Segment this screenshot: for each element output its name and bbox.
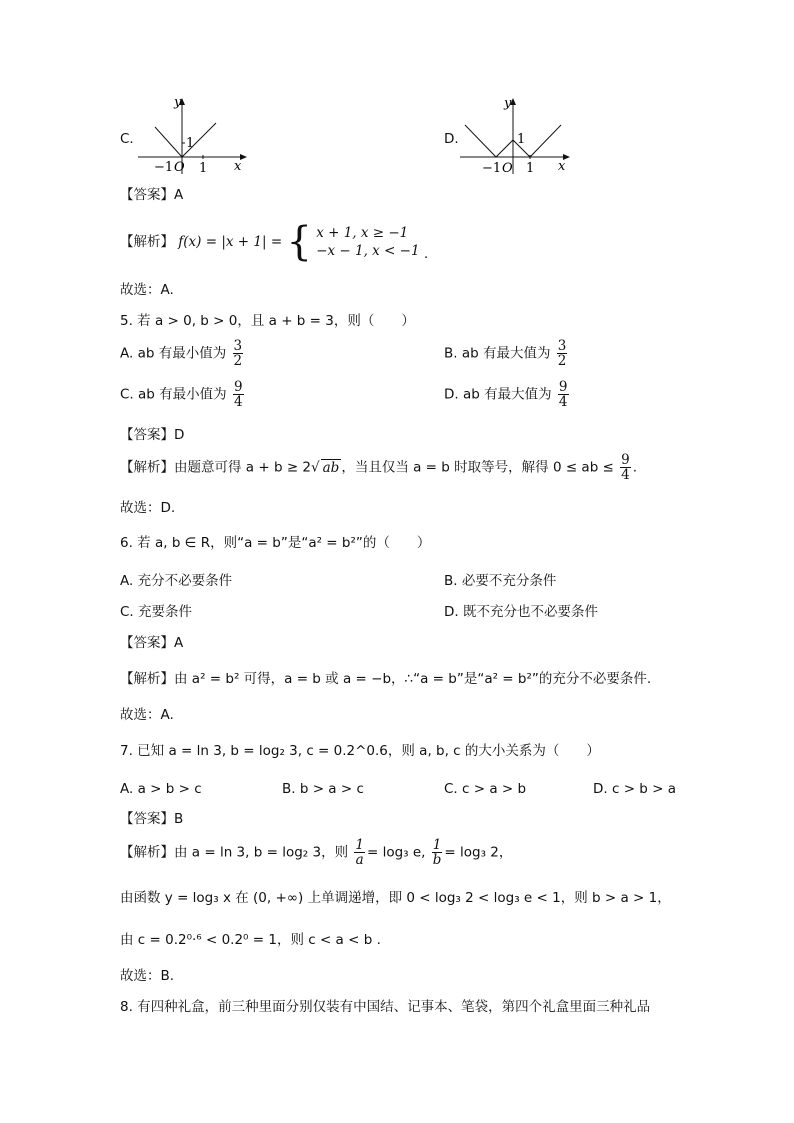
q5-stem: 5. 若 a > 0, b > 0，且 a + b = 3，则（ ） [120, 313, 415, 329]
graph-c-tick-neg: −1 [154, 160, 174, 175]
q7-frac2: $\frac{1}{b}$ [432, 837, 442, 869]
q5-option-a-text: A. ab 有最小值为 [120, 345, 227, 362]
q6-option-d: D. 既不充分也不必要条件 [444, 604, 598, 620]
q4-choose: 故选：A. [120, 282, 174, 298]
q7-analysis-line2: 由函数 y = log₃ x 在 (0, +∞) 上单调递增，即 0 < log₃ 2 < log₃ e < 1，则 b > a > 1， [120, 890, 671, 906]
q7-answer: 【答案】B [120, 811, 184, 827]
q5-option-c-frac: $\frac{9}{4}$ [233, 379, 243, 411]
q5-analysis: 【解析】由题意可得 a + b ≥ 2√ ab ，当且仅当 a = b 时取等号，解得 0 ≤ ab ≤ $\frac{9}{4}$ . [120, 452, 638, 484]
q5-analysis-frac: $\frac{9}{4}$ [621, 452, 630, 484]
q4-answer: 【答案】A [120, 187, 184, 203]
option-d-label: D. [444, 131, 459, 147]
graph-d [460, 96, 600, 176]
q6-analysis: 【解析】由 a² = b² 可得，a = b 或 a = −b，∴“a = b”是“a² = b²”的充分不必要条件. [120, 671, 652, 687]
q5-option-d-text: D. ab 有最大值为 [444, 386, 552, 403]
q7-stem: 7. 已知 a = ln 3, b = log₂ 3, c = 0.2^0.6，则 a, b, c 的大小关系为（ ） [120, 743, 600, 759]
q7-frac1: $\frac{1}{a}$ [355, 837, 364, 869]
q5-option-b-frac: $\frac{3}{2}$ [557, 338, 567, 370]
q5-option-d-frac: $\frac{9}{4}$ [558, 379, 568, 411]
q7-option-c: C. c > a > b [444, 781, 527, 797]
q6-answer: 【答案】A [120, 635, 184, 651]
q7-analysis-line3: 由 c = 0.2⁰·⁶ < 0.2⁰ = 1，则 c < a < b . [120, 932, 381, 948]
q7-analysis-part1: 【解析】由 a = ln 3, b = log₂ 3，则 [120, 844, 349, 861]
graph-d-origin: O [502, 161, 513, 176]
q4-analysis [120, 219, 429, 265]
graph-c-tick-pos: 1 [199, 161, 208, 176]
option-c-label: C. [120, 131, 134, 147]
q4-brace: { [286, 219, 312, 265]
q5-analysis-end: . [632, 459, 638, 476]
q7-analysis [120, 838, 512, 867]
graph-d-tick-neg: −1 [482, 161, 502, 176]
q5-option-c-text: C. ab 有最小值为 [120, 386, 227, 403]
q7-option-d: D. c > b > a [593, 781, 677, 797]
graph-c-y-label: y [174, 96, 182, 110]
q7-analysis-mid: = log₃ e, [366, 844, 426, 861]
q8-stem: 8. 有四种礼盒，前三种里面分别仅装有中国结、记事本、笔袋，第四个礼盒里面三种礼品 [120, 999, 651, 1015]
graph-c-origin: O [174, 160, 185, 175]
q4-tail: . [423, 245, 429, 262]
q4-cases [316, 224, 419, 260]
q4-case2: −x − 1, x < −1 [316, 243, 420, 259]
q6-option-b: B. 必要不充分条件 [444, 573, 557, 589]
q5-option-a [120, 339, 245, 368]
q6-stem: 6. 若 a, b ∈ R，则“a = b”是“a² = b²”的（ ） [120, 535, 431, 551]
graph-d-tick-pos: 1 [526, 161, 535, 176]
graph-d-y-tick: 1 [517, 132, 526, 147]
q5-option-a-frac: $\frac{3}{2}$ [233, 338, 243, 370]
graph-d-y-label: y [504, 96, 512, 111]
graph-c-x-label: x [234, 159, 242, 174]
q5-answer: 【答案】D [120, 427, 185, 443]
q5-option-b [444, 339, 569, 368]
q5-analysis-sqrt: ab [322, 460, 340, 477]
q7-option-a: A. a > b > c [120, 781, 202, 797]
graph-d-x-label: x [558, 159, 566, 174]
graph-c [138, 96, 268, 176]
q7-analysis-end: = log₃ 2， [444, 844, 513, 861]
q4-analysis-tag: 【解析】 [120, 233, 174, 250]
q5-analysis-part2: ，当且仅当 a = b 时取等号，解得 0 ≤ ab ≤ [341, 459, 614, 476]
q7-option-b: B. b > a > c [282, 781, 364, 797]
graph-c-y-tick: 1 [186, 136, 195, 151]
q6-option-a: A. 充分不必要条件 [120, 573, 233, 589]
q6-option-c: C. 充要条件 [120, 604, 193, 620]
q7-choose: 故选：B. [120, 968, 175, 984]
q5-option-b-text: B. ab 有最大值为 [444, 345, 551, 362]
q5-option-d [444, 380, 571, 409]
q5-analysis-part1: 【解析】由题意可得 a + b ≥ 2 [120, 459, 312, 476]
q6-choose: 故选：A. [120, 707, 174, 723]
q4-func: f(x) = |x + 1| = [178, 233, 283, 250]
q5-choose: 故选：D. [120, 500, 176, 516]
q4-case1: x + 1, x ≥ −1 [316, 224, 409, 241]
q5-option-c [120, 380, 246, 409]
